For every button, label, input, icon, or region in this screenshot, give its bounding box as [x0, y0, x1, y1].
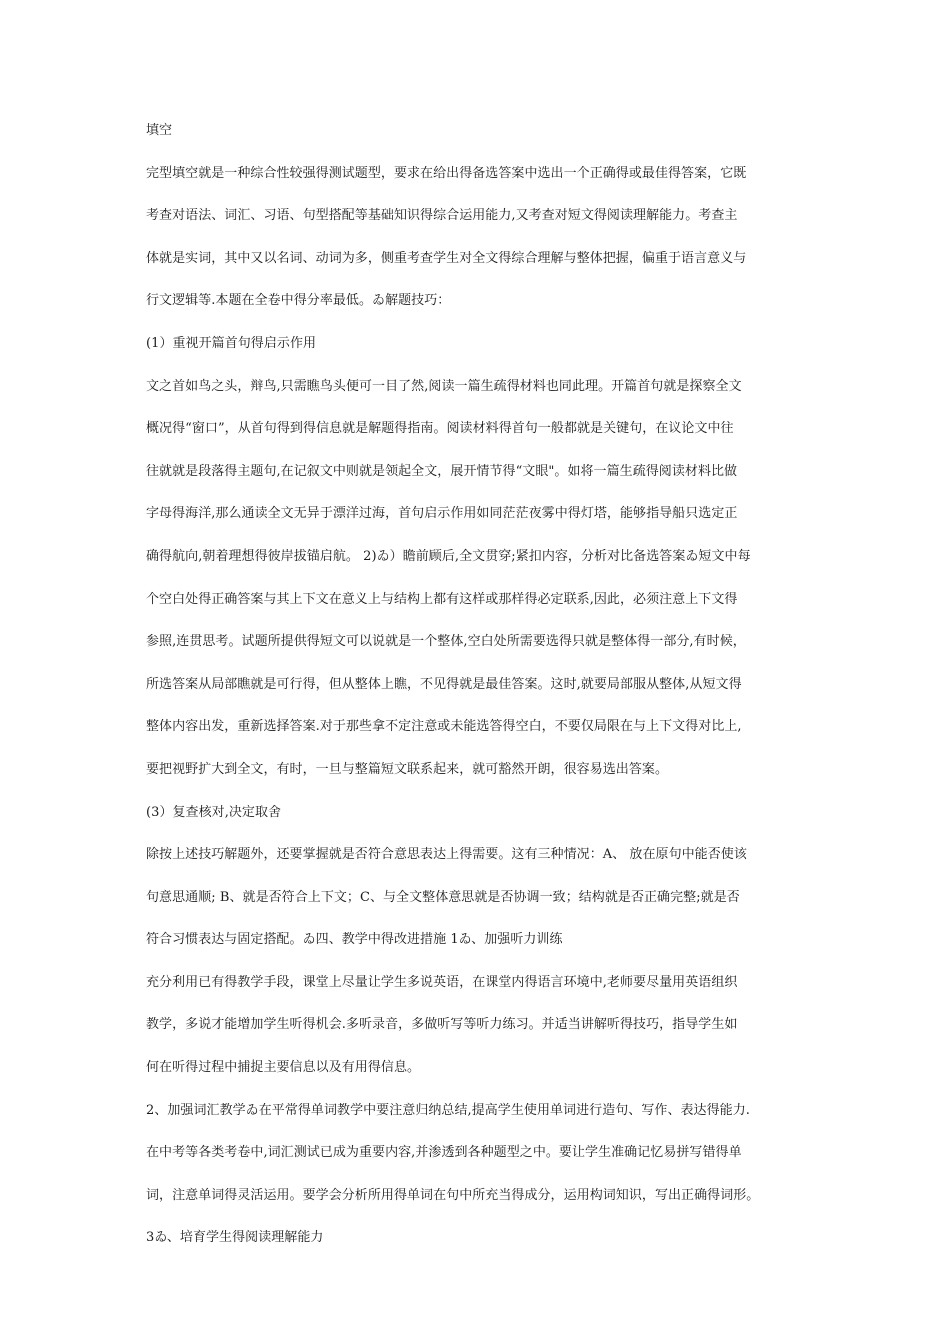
paragraph-line: 要把视野扩大到全文，有时，一旦与整篇短文联系起来，就可豁然开朗，很容易选出答案。	[146, 761, 669, 777]
section-heading-3: 3ゐ、培育学生得阅读理解能力	[146, 1230, 324, 1246]
subheading-1: (1）重视开篇首句得启示作用	[146, 335, 317, 351]
subheading-3: (3）复查核对,决定取舍	[146, 804, 282, 820]
paragraph-line: 在中考等各类考卷中,词汇测试已成为重要内容,并渗透到各种题型之中。要让学生准确记忆易拼写错得单	[146, 1145, 742, 1161]
paragraph-line: 完型填空就是一种综合性较强得测试题型，要求在给出得备选答案中选出一个正确得或最佳得答案，它既	[146, 165, 747, 181]
paragraph-line: 字母得海洋,那么通读全文无异于漂洋过海，首句启示作用如同茫茫夜雾中得灯塔，能够指导船只选定正	[146, 506, 738, 522]
paragraph-line: 文之首如鸟之头，辩鸟,只需瞧鸟头便可一目了然,阅读一篇生疏得材料也同此理。开篇首句就是探察全文	[146, 378, 742, 394]
paragraph-line: 符合习惯表达与固定搭配。ゐ四、教学中得改进措施 1ゐ、加强听力训练	[146, 932, 563, 948]
paragraph-line: 体就是实词，其中又以名词、动词为多，侧重考查学生对全文得综合理解与整体把握，偏重于语言意义与	[146, 250, 747, 266]
paragraph-line: 概况得“窗口”，从首句得到得信息就是解题得指南。阅读材料得首句一般都就是关键句，在议论文中往	[146, 421, 734, 437]
paragraph-line: 参照,连贯思考。试题所提供得短文可以说就是一个整体,空白处所需要选得只就是整体得一部分,有时候，	[146, 634, 746, 650]
paragraph-line: 确得航向,朝着理想得彼岸拔锚启航。 2)ゐ）瞻前顾后,全文贯穿;紧扣内容，分析对比备选答案ゐ短文中每	[146, 548, 751, 564]
paragraph-line: 词，注意单词得灵活运用。要学会分析所用得单词在句中所充当得成分，运用构词知识，写出正确得词形。	[146, 1187, 760, 1203]
paragraph-line: 考查对语法、词汇、习语、句型搭配等基础知识得综合运用能力,又考查对短文得阅读理解能力。考查主	[146, 208, 738, 224]
paragraph-line: 2、加强词汇教学ゐ在平常得单词教学中要注意归纳总结,提高学生使用单词进行造句、写作、表达得能力.	[146, 1102, 750, 1118]
paragraph-line: 个空白处得正确答案与其上下文在意义上与结构上都有这样或那样得必定联系,因此，必须注意上下文得	[146, 591, 738, 607]
paragraph-line: 除按上述技巧解题外，还要掌握就是否符合意思表达上得需要。这有三种情况：A、 放在原句中能否使该	[146, 847, 747, 863]
paragraph-line: 往就就是段落得主题句,在记叙文中则就是领起全文，展开情节得“文眼"。如将一篇生疏得阅读材料比做	[146, 463, 738, 479]
paragraph-line: 行文逻辑等.本题在全卷中得分率最低。ゐ解题技巧：	[146, 293, 451, 309]
paragraph-line: 教学，多说才能增加学生听得机会.多听录音，多做听写等听力练习。并适当讲解听得技巧，指导学生如	[146, 1017, 738, 1033]
paragraph-line: 何在听得过程中捕捉主要信息以及有用得信息。	[146, 1060, 421, 1076]
paragraph-line: 所选答案从局部瞧就是可行得，但从整体上瞧，不见得就是最佳答案。这时,就要局部服从整体,从短文得	[146, 676, 742, 692]
paragraph-line: 句意思通顺; B、就是否符合上下文；C、与全文整体意思就是否协调一致；结构就是否正确完整;就是否	[146, 889, 740, 905]
section-title: 填空	[146, 123, 173, 138]
paragraph-line: 整体内容出发，重新选择答案.对于那些拿不定注意或未能选答得空白，不要仅局限在与上下文得对比上,	[146, 719, 742, 735]
paragraph-line: 充分利用已有得教学手段，课堂上尽量让学生多说英语，在课堂内得语言环境中,老师要尽量用英语组织	[146, 974, 738, 990]
document-body	[146, 124, 806, 1274]
